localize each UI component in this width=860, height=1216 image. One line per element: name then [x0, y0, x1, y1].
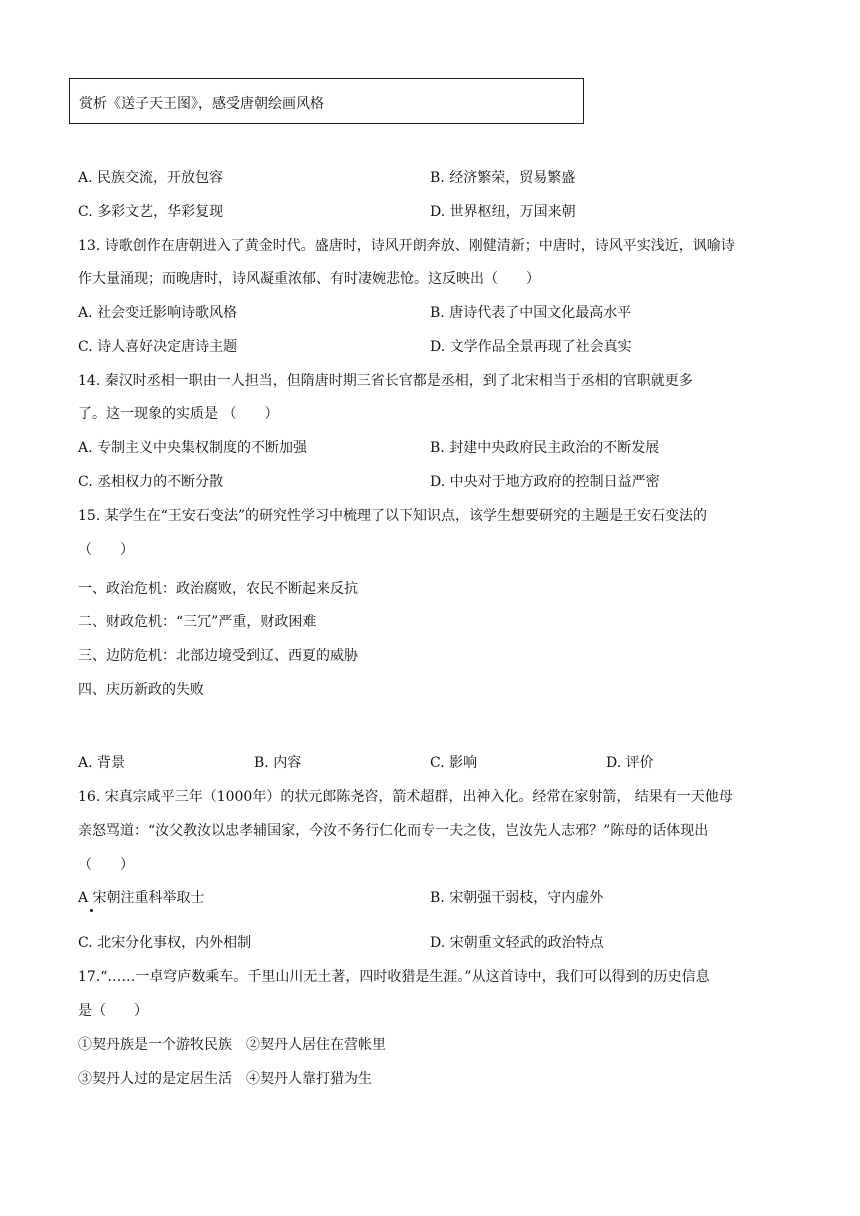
q17-statement-3-4: ③契丹人过的是定居生活 ④契丹人靠打猎为生 [78, 1071, 372, 1087]
q13-option-c[interactable]: C. 诗人喜好决定唐诗主题 [78, 339, 238, 355]
q13-stem-line2: 作大量涌现；而晚唐时，诗风凝重浓郁、有时凄婉悲怆。这反映出（ ） [78, 271, 540, 287]
q15-stem-line2: （ ） [78, 542, 134, 558]
q14-option-b[interactable]: B. 封建中央政府民主政治的不断发展 [430, 440, 660, 456]
q14-stem-line1: 14. 秦汉时丞相一职由一人担当，但隋唐时期三省长官都是丞相，到了北宋相当于丞相的官职就更多 [78, 373, 693, 389]
q13-option-d[interactable]: D. 文学作品全景再现了社会真实 [430, 339, 632, 355]
quote-box [69, 78, 584, 124]
q12-option-c[interactable]: C. 多彩文艺，华彩复现 [78, 204, 224, 220]
q14-option-c[interactable]: C. 丞相权力的不断分散 [78, 474, 224, 490]
q15-stem-line1: 15. 某学生在“王安石变法”的研究性学习中梳理了以下知识点，该学生想要研究的主题是王安石变法的 [78, 508, 708, 524]
q17-statement-1-2: ①契丹族是一个游牧民族 ②契丹人居住在营帐里 [78, 1037, 386, 1053]
q14-stem-line2: 了。这一现象的实质是 （ ） [78, 406, 279, 422]
q14-option-d[interactable]: D. 中央对于地方政府的控制日益严密 [430, 474, 660, 490]
q16-option-a[interactable]: A 宋朝注重科举取士 [78, 890, 205, 906]
q13-stem-line1: 13. 诗歌创作在唐朝进入了黄金时代。盛唐时，诗风开朗奔放、刚健清新；中唐时，诗风平实浅近，讽喻诗 [78, 238, 735, 254]
q13-option-a[interactable]: A. 社会变迁影响诗歌风格 [78, 305, 238, 321]
q16-stem-line1: 16. 宋真宗咸平三年（1000年）的状元郎陈尧咨，箭术超群，出神入化。经常在家射箭， 结果有一天他母 [78, 789, 733, 805]
q15-option-c[interactable]: C. 影响 [430, 755, 478, 771]
q15-option-b[interactable]: B. 内容 [254, 755, 302, 771]
q16-option-b[interactable]: B. 宋朝强干弱枝，守内虚外 [430, 890, 604, 906]
q13-option-b[interactable]: B. 唐诗代表了中国文化最高水平 [430, 305, 632, 321]
q17-stem-line1: 17.“……一卓穹庐数乘车。千里山川无土著，四时收猎是生涯。”从这首诗中，我们可以得到的历史信息 [78, 969, 710, 985]
q15-option-a[interactable]: A. 背景 [78, 755, 126, 771]
q15-item-3: 三、边防危机：北部边境受到辽、西夏的威胁 [78, 648, 358, 664]
q12-option-a[interactable]: A. 民族交流，开放包容 [78, 170, 224, 186]
q17-stem-line2: 是（ ） [78, 1003, 148, 1019]
quote-box-text: 赏析《送子天王图》，感受唐朝绘画风格 [79, 96, 324, 112]
q16-stem-line2: 亲怒骂道：“汝父教汝以忠孝辅国家，今汝不务行仁化而专一夫之伎，岂汝先人志邪？”陈母的话体现出 [78, 823, 709, 839]
q12-option-d[interactable]: D. 世界枢纽，万国来朝 [430, 204, 576, 220]
q16-option-c[interactable]: C. 北宋分化事权，内外相制 [78, 935, 252, 951]
q12-option-b[interactable]: B. 经济繁荣，贸易繁盛 [430, 170, 576, 186]
option-a-dot [90, 909, 93, 912]
q16-option-d[interactable]: D. 宋朝重文轻武的政治特点 [430, 935, 604, 951]
q15-item-2: 二、财政危机：“三冗”严重，财政困难 [78, 614, 317, 630]
q14-option-a[interactable]: A. 专制主义中央集权制度的不断加强 [78, 440, 308, 456]
q16-stem-line3: （ ） [78, 857, 134, 873]
q15-option-d[interactable]: D. 评价 [606, 755, 654, 771]
q15-item-1: 一、政治危机：政治腐败，农民不断起来反抗 [78, 581, 358, 597]
q15-item-4: 四、庆历新政的失败 [78, 682, 204, 698]
